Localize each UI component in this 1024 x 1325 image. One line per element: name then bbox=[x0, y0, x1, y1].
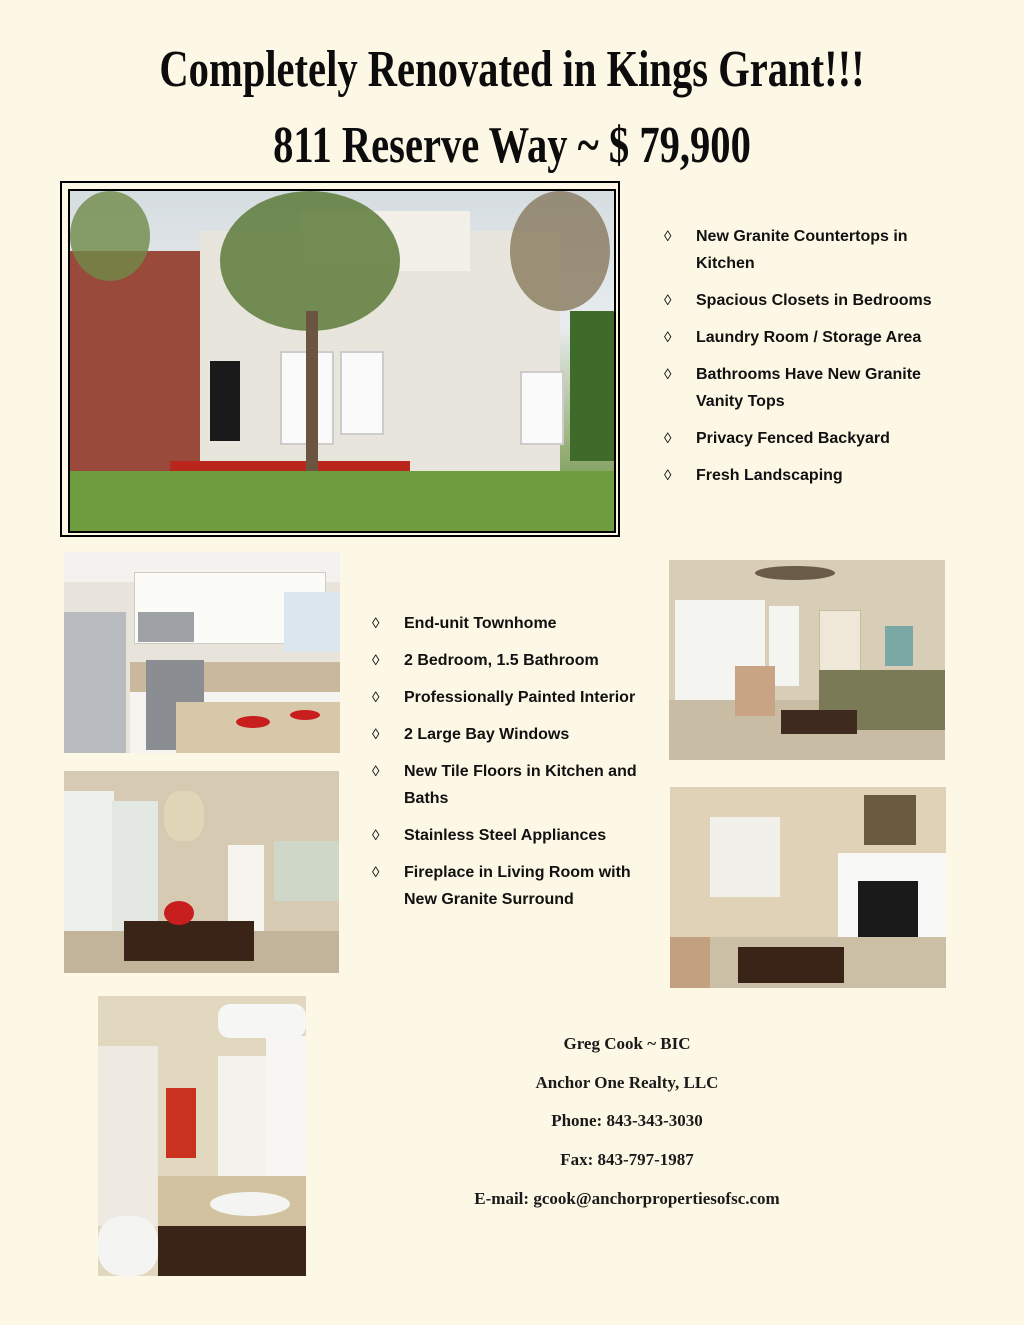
feature-text: Stainless Steel Appliances bbox=[404, 827, 607, 844]
feature-text: 2 Bedroom, 1.5 Bathroom bbox=[404, 652, 599, 669]
features-list-middle bbox=[372, 610, 652, 923]
feature-item bbox=[372, 684, 652, 711]
diamond-bullet-icon: ◊ bbox=[372, 726, 380, 743]
feature-item bbox=[372, 758, 652, 812]
feature-item bbox=[664, 223, 944, 277]
features-list-right bbox=[664, 223, 944, 499]
company-name: Anchor One Realty, LLC bbox=[535, 1073, 719, 1092]
dining-photo bbox=[64, 771, 339, 973]
phone-number: Phone: 843-343-3030 bbox=[551, 1111, 703, 1130]
diamond-bullet-icon: ◊ bbox=[372, 615, 380, 632]
feature-item bbox=[372, 647, 652, 674]
fax-number: Fax: 843-797-1987 bbox=[560, 1150, 694, 1169]
fireplace-photo bbox=[670, 787, 946, 988]
feature-text: Bathrooms Have New Granite Vanity Tops bbox=[696, 366, 921, 410]
feature-text: Spacious Closets in Bedrooms bbox=[696, 292, 932, 309]
feature-text: Fresh Landscaping bbox=[696, 467, 843, 484]
diamond-bullet-icon: ◊ bbox=[664, 366, 672, 383]
diamond-bullet-icon: ◊ bbox=[372, 652, 380, 669]
diamond-bullet-icon: ◊ bbox=[372, 864, 380, 881]
living-room-photo bbox=[669, 560, 945, 760]
diamond-bullet-icon: ◊ bbox=[664, 329, 672, 346]
agent-name: Greg Cook ~ BIC bbox=[563, 1034, 691, 1053]
bathroom-photo bbox=[98, 996, 306, 1276]
feature-text: Privacy Fenced Backyard bbox=[696, 430, 890, 447]
feature-text: Laundry Room / Storage Area bbox=[696, 329, 922, 346]
feature-text: New Tile Floors in Kitchen and Baths bbox=[404, 763, 637, 807]
diamond-bullet-icon: ◊ bbox=[372, 827, 380, 844]
feature-item bbox=[664, 462, 944, 489]
diamond-bullet-icon: ◊ bbox=[664, 467, 672, 484]
feature-item bbox=[664, 324, 944, 351]
feature-text: New Granite Countertops in Kitchen bbox=[696, 228, 908, 272]
diamond-bullet-icon: ◊ bbox=[664, 430, 672, 447]
page-title: Completely Renovated in Kings Grant!!! bbox=[159, 41, 865, 98]
feature-item bbox=[372, 721, 652, 748]
diamond-bullet-icon: ◊ bbox=[664, 292, 672, 309]
feature-item bbox=[664, 425, 944, 452]
exterior-photo bbox=[68, 189, 616, 533]
feature-text: Professionally Painted Interior bbox=[404, 689, 636, 706]
feature-item bbox=[372, 610, 652, 637]
feature-item bbox=[664, 287, 944, 314]
feature-text: 2 Large Bay Windows bbox=[404, 726, 570, 743]
feature-text: Fireplace in Living Room with New Granite Surround bbox=[404, 864, 631, 908]
diamond-bullet-icon: ◊ bbox=[664, 228, 672, 245]
email-address: E-mail: gcook@anchorpropertiesofsc.com bbox=[474, 1189, 780, 1208]
diamond-bullet-icon: ◊ bbox=[372, 689, 380, 706]
feature-item bbox=[372, 822, 652, 849]
feature-item bbox=[372, 859, 652, 913]
feature-item bbox=[664, 361, 944, 415]
feature-text: End-unit Townhome bbox=[404, 615, 557, 632]
kitchen-photo bbox=[64, 552, 340, 753]
diamond-bullet-icon: ◊ bbox=[372, 763, 380, 780]
address-price: 811 Reserve Way ~ $ 79,900 bbox=[273, 117, 751, 174]
